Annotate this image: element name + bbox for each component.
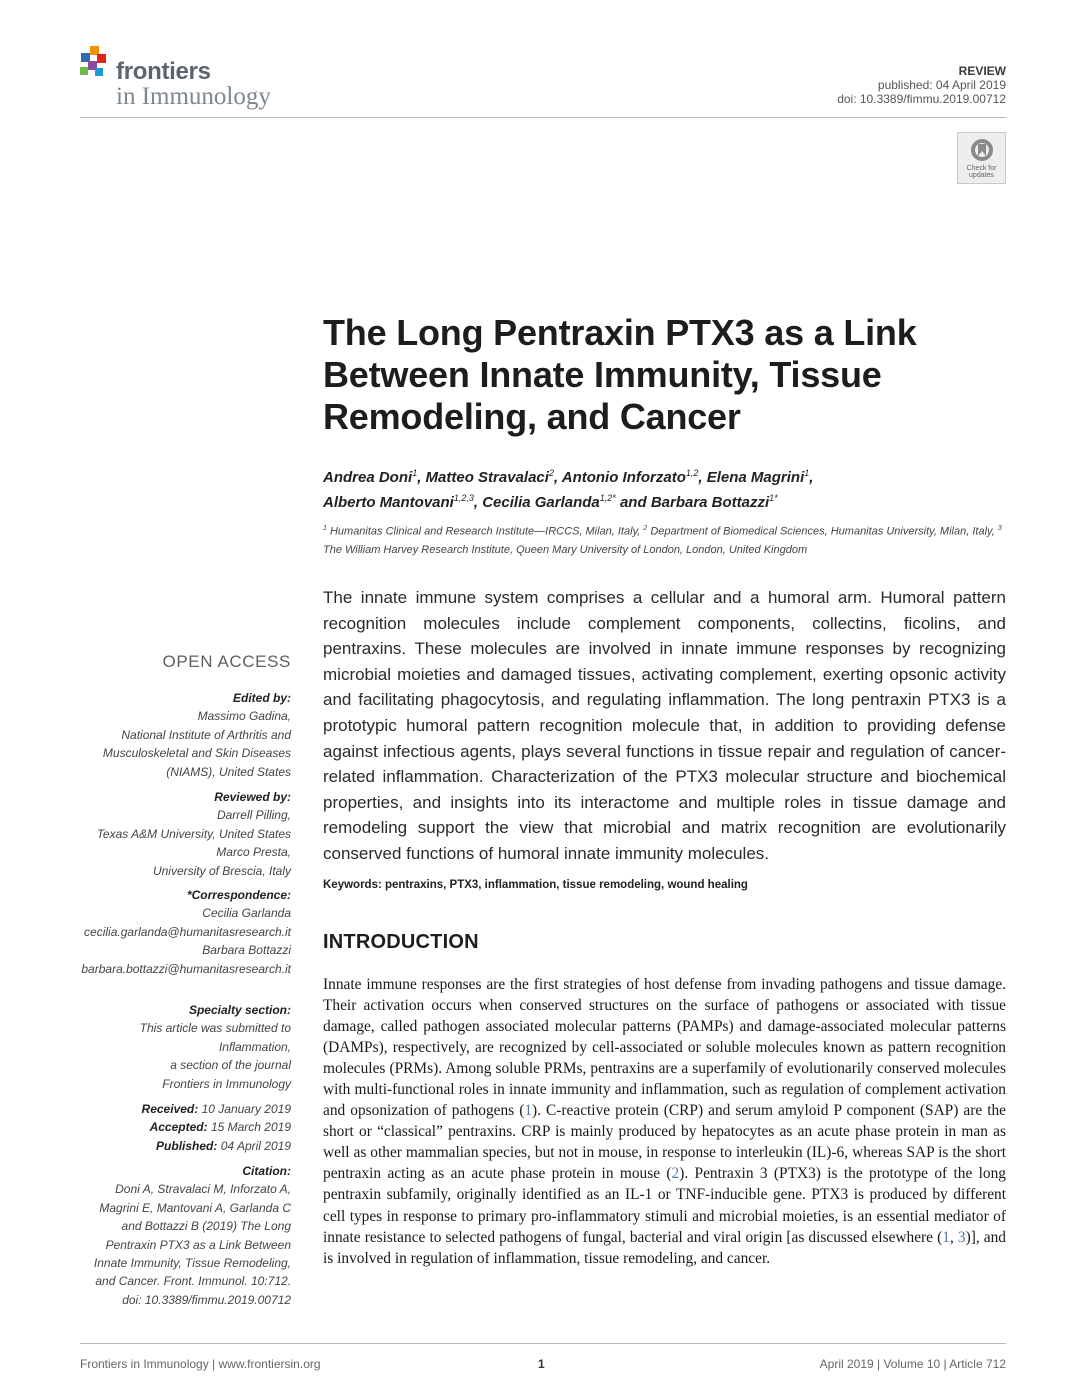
specialty-line: Inflammation, xyxy=(218,1039,291,1054)
body-text-segment: , xyxy=(949,1228,958,1246)
author-affiliation-mark: 1,2* xyxy=(599,493,616,503)
correspondence-name: Cecilia Garlanda xyxy=(202,906,291,921)
correspondence-email[interactable]: barbara.bottazzi@humanitasresearch.it xyxy=(81,961,291,976)
article-title: The Long Pentraxin PTX3 as a Link Between Innate Immunity, Tissue Remodeling, and Cancer xyxy=(323,312,917,437)
logo-wordmark: frontiers xyxy=(116,58,211,85)
open-access-label: OPEN ACCESS xyxy=(162,652,291,671)
reviewer-line: Marco Presta, xyxy=(216,845,291,860)
author-list: Andrea Doni$^1$, Matteo Stravalaci$^2$, Antonio Inforzato$^{1,2}$, Elena Magrini$^1$, Alberto Mantovani$^{1,2,3}$, Cecilia Garlanda$^{1,2*}$ and Barbara Bottazzi$^{1*}$ xyxy=(323,468,814,511)
specialty-section-label: Specialty section: xyxy=(188,1003,291,1017)
footer-divider xyxy=(80,1343,1006,1344)
author-affiliation-mark: 1* xyxy=(769,493,778,503)
author-affiliation-mark: 1,2,3 xyxy=(453,493,474,503)
affiliation-2: Department of Biomedical Sciences, Humanitas University, Milan, Italy, xyxy=(650,525,995,538)
citation-line: Magrini E, Mantovani A, Garlanda C xyxy=(99,1200,291,1215)
body-text-segment: Innate immune responses are the first strategies of host defense from invading pathogens and tissue damage. Their activation occurs when conserved structures on the surface of pathogens or associated with tissue damage, called pathogen associated molecular patterns (PAMPs) and damage-associated molecular patterns (DAMPs), respectively, are recognized by cell-associated or soluble molecules known as pattern recognition molecules (PRMs). Among soluble PRMs, pentraxins are a superfamily of evolutionarily conserved molecules with multi-functional roles in innate immunity and inflammation, such as regulation of complement activation and opsonization of pathogens ( xyxy=(323,976,1006,1120)
citation-line: Pentraxin PTX3 as a Link Between xyxy=(105,1237,291,1252)
article-meta xyxy=(837,64,1006,106)
frontiers-logo-icon xyxy=(80,46,110,78)
dates-block xyxy=(51,1100,291,1155)
edited-by-block xyxy=(51,689,291,781)
correspondence-email[interactable]: cecilia.garlanda@humanitasresearch.it xyxy=(84,924,291,939)
reviewer-line: University of Brescia, Italy xyxy=(152,863,291,878)
citation-label: Citation: xyxy=(242,1164,291,1178)
correspondence-name: Barbara Bottazzi xyxy=(202,943,291,958)
body-text-segment: ). C-reactive protein (CRP) and serum amyloid P component (SAP) are the short or “classical” pentraxins. CRP is mainly produced by hepatocytes as an acute phase protein in man as well as other mammalian species, but not in mouse, in response to interleukin (IL)-6, whereas SAP is the short pentraxin acting as an acute phase protein in mouse ( xyxy=(323,1102,1006,1183)
citation-block xyxy=(51,1162,291,1309)
reviewer-line: Darrell Pilling, xyxy=(216,808,291,823)
specialty-section-block xyxy=(51,1001,291,1093)
editor-line: Massimo Gadina, xyxy=(197,709,291,724)
published-value: 04 April 2019 xyxy=(217,1138,291,1153)
reviewed-by-label: Reviewed by: xyxy=(214,790,291,804)
received-date xyxy=(51,1100,291,1118)
accepted-label: Accepted: xyxy=(149,1120,208,1135)
publish-date: published: 04 April 2019 xyxy=(877,78,1006,92)
author-name[interactable]: Andrea Doni xyxy=(323,469,413,486)
citation-line: Doni A, Stravalaci M, Inforzato A, xyxy=(115,1182,291,1197)
journal-logo[interactable] xyxy=(80,46,310,112)
specialty-line: Frontiers in Immunology xyxy=(162,1076,291,1091)
body-text-segment: )], and is involved in regulation of inflammation, tissue remodeling, and cancer. xyxy=(323,1228,1007,1267)
author-affiliation-mark: 1,2 xyxy=(685,468,699,478)
citation-doi[interactable]: doi: 10.3389/fimmu.2019.00712 xyxy=(122,1292,291,1307)
introduction-paragraph xyxy=(323,974,1006,1269)
accepted-value: 15 March 2019 xyxy=(207,1120,291,1135)
keywords: Keywords: pentraxins, PTX3, inflammation, tissue remodeling, wound healing xyxy=(323,879,748,891)
author-name[interactable]: Cecilia Garlanda xyxy=(482,494,600,511)
citation-line: Innate Immunity, Tissue Remodeling, xyxy=(93,1256,291,1271)
reference-link[interactable]: 1 xyxy=(524,1102,533,1120)
author-name[interactable]: Antonio Inforzato xyxy=(561,469,686,486)
published-date xyxy=(51,1137,291,1155)
author-name[interactable]: Matteo Stravalaci xyxy=(425,469,549,486)
editor-line: National Institute of Arthritis and xyxy=(121,727,291,742)
affiliation-1: Humanitas Clinical and Research Institute—IRCCS, Milan, Italy, xyxy=(329,525,641,538)
affiliation-3: The William Harvey Research Institute, Queen Mary University of London, London, United Kingdom xyxy=(323,543,808,556)
section-heading-introduction: INTRODUCTION xyxy=(323,931,479,953)
reviewer-line: Texas A&M University, United States xyxy=(96,826,291,841)
author-name[interactable]: Alberto Mantovani xyxy=(323,494,454,511)
author-name[interactable]: Elena Magrini xyxy=(706,469,805,486)
accepted-date xyxy=(51,1118,291,1136)
author-name[interactable]: Barbara Bottazzi xyxy=(650,494,770,511)
header-divider xyxy=(80,117,1006,118)
check-for-updates-label: Check for updates xyxy=(966,165,997,179)
author-affiliation-mark: 2 xyxy=(548,468,554,478)
article-doi[interactable]: doi: 10.3389/fimmu.2019.00712 xyxy=(837,92,1006,106)
article-type: REVIEW xyxy=(958,64,1006,78)
received-label: Received: xyxy=(141,1102,199,1116)
specialty-line: This article was submitted to xyxy=(139,1021,291,1036)
correspondence-block xyxy=(51,886,291,978)
correspondence-label: *Correspondence: xyxy=(186,888,291,902)
editor-line: Musculoskeletal and Skin Diseases xyxy=(102,746,291,761)
abstract: The innate immune system comprises a cellular and a humoral arm. Humoral pattern recognition molecules include complement components, collectins, ficolins, and pentraxins. These molecules are involved in innate immune responses by recognizing microbial moieties and damaged tissues, activating complement, exerting opsonic activity and facilitating phagocytosis, and regulating inflammation. The long pentraxin PTX3 is a prototypic humoral pattern recognition molecule that, in addition to providing defense against infectious agents, plays several functions in tissue repair and regulation of cancer-related inflammation. Characterization of the PTX3 molecular structure and biochemical properties, and insights into its interactome and multiple roles in tissue damage and remodeling support the view that microbial and matrix recognition are evolutionarily conserved functions of humoral innate immunity molecules. xyxy=(323,588,1006,863)
citation-line: and Bottazzi B (2019) The Long xyxy=(121,1219,291,1234)
citation-line: and Cancer. Front. Immunol. 10:712. xyxy=(95,1274,291,1289)
affiliations: $^1$ Humanitas Clinical and Research Institute—IRCCS, Milan, Italy, $^2$ Department of Biomedical Sciences, Humanitas University, Milan, Italy, $^3$ The William Harvey Research Institute, Queen Mary University of London, London, United Kingdom xyxy=(323,525,1002,556)
page-number: 1 xyxy=(538,1357,545,1371)
received-value: 10 January 2019 xyxy=(198,1102,291,1116)
crossmark-icon xyxy=(970,138,994,162)
edited-by-label: Edited by: xyxy=(232,691,291,705)
footer-journal-link[interactable]: Frontiers in Immunology | www.frontiersin.org xyxy=(80,1357,321,1371)
check-for-updates-button[interactable] xyxy=(957,132,1006,184)
author-affiliation-mark: 1 xyxy=(804,468,810,478)
footer-issue-info: April 2019 | Volume 10 | Article 712 xyxy=(819,1357,1006,1371)
author-affiliation-mark: 1 xyxy=(412,468,418,478)
reference-link[interactable]: 3 xyxy=(957,1228,966,1246)
body-text-segment: ). Pentraxin 3 (PTX3) is the prototype of the long pentraxin subfamily, originally identified as an IL-1 or TNF-inducible gene. PTX3 is produced by different cell types in response to primary pro-inflammatory stimuli and microbial moieties, is an essential mediator of innate resistance to selected pathogens of fungal, bacterial and viral origin [as discussed elsewhere ( xyxy=(323,1165,1006,1246)
published-label: Published: xyxy=(156,1138,218,1153)
logo-journal-name: in Immunology xyxy=(116,83,271,110)
specialty-line: a section of the journal xyxy=(170,1058,291,1073)
reference-link[interactable]: 2 xyxy=(671,1165,680,1183)
reviewed-by-block xyxy=(51,788,291,880)
reference-link[interactable]: 1 xyxy=(942,1228,950,1246)
editor-line: (NIAMS), United States xyxy=(166,764,291,779)
